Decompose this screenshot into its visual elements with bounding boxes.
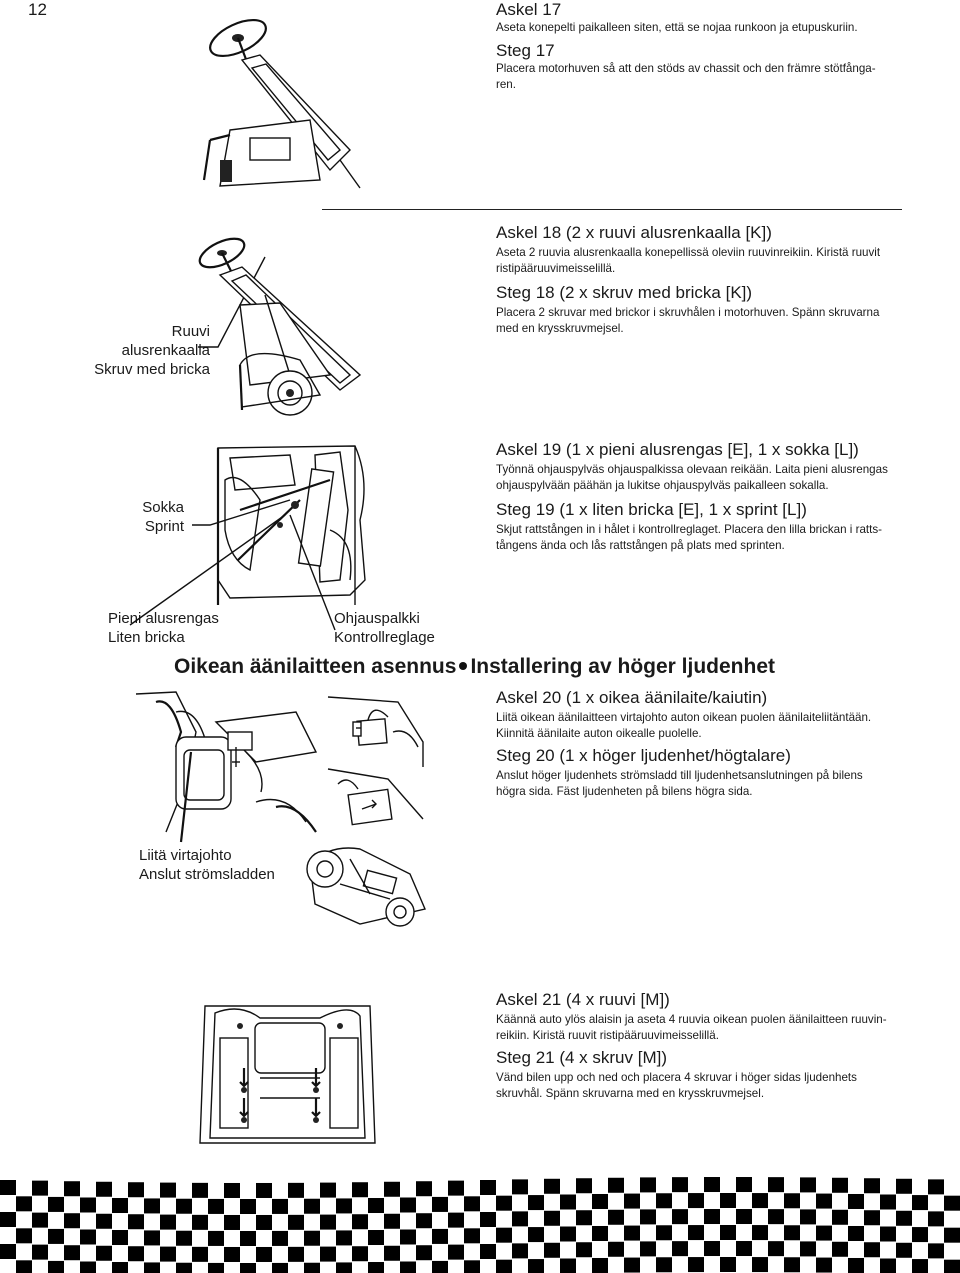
step19-text — [496, 440, 888, 554]
step20-detail-top — [328, 692, 428, 767]
checker-square — [608, 1210, 624, 1225]
checker-square — [816, 1194, 832, 1209]
checker-square — [320, 1215, 336, 1230]
checker-square — [16, 1228, 32, 1243]
checker-square — [112, 1230, 128, 1245]
checker-square — [944, 1228, 960, 1243]
checker-square — [176, 1231, 192, 1246]
step19-pin-callout — [60, 498, 184, 536]
checker-square — [640, 1177, 656, 1192]
step17-sv-text-2: ren. — [496, 78, 516, 91]
section-title-fi: Oikean äänilaitteen asennus — [174, 655, 457, 678]
checker-square — [480, 1180, 496, 1195]
checker-square — [912, 1195, 928, 1210]
checker-square — [544, 1179, 560, 1194]
step20-sv-text-2: högra sida. Fäst ljudenheten på bilens högra sida. — [496, 785, 753, 798]
checker-square — [144, 1262, 160, 1273]
checker-square — [368, 1230, 384, 1245]
checker-square — [48, 1229, 64, 1244]
checker-square — [480, 1212, 496, 1227]
checker-square — [272, 1263, 288, 1273]
checker-square — [624, 1194, 640, 1209]
step19-illustration — [190, 440, 380, 640]
checker-square — [128, 1182, 144, 1197]
checker-square — [560, 1227, 576, 1242]
checker-square — [224, 1183, 240, 1198]
step19-washer-callout-sv: Liten bricka — [108, 629, 185, 646]
checker-square — [592, 1258, 608, 1273]
checker-square — [688, 1225, 704, 1240]
checker-square — [224, 1215, 240, 1230]
checker-square — [464, 1260, 480, 1273]
checker-square — [192, 1215, 208, 1230]
checker-square — [304, 1199, 320, 1214]
page-number: 12 — [28, 0, 47, 19]
checker-square — [112, 1262, 128, 1273]
step17-sv-text-1: Placera motorhuven så att den stöds av chassit och den främre stötfånga- — [496, 62, 876, 75]
checker-square — [304, 1231, 320, 1246]
checker-square — [80, 1198, 96, 1213]
checker-square — [736, 1241, 752, 1256]
checker-square — [416, 1213, 432, 1228]
checker-square — [864, 1210, 880, 1225]
checker-square — [752, 1193, 768, 1208]
checker-square — [512, 1211, 528, 1226]
checker-square — [432, 1229, 448, 1244]
checkered-flag-border — [0, 1178, 960, 1273]
checker-square — [704, 1241, 720, 1256]
checker-square — [896, 1211, 912, 1226]
checker-square — [464, 1196, 480, 1211]
step21-text — [496, 990, 887, 1102]
checker-square — [576, 1178, 592, 1193]
checker-square — [784, 1257, 800, 1272]
checker-square — [944, 1196, 960, 1211]
checker-square — [32, 1245, 48, 1260]
checker-square — [736, 1177, 752, 1192]
checker-square — [240, 1231, 256, 1246]
checker-square — [640, 1209, 656, 1224]
checker-square — [432, 1197, 448, 1212]
checker-square — [720, 1257, 736, 1272]
checker-square — [400, 1198, 416, 1213]
checker-square — [720, 1225, 736, 1240]
checker-square — [528, 1195, 544, 1210]
checker-square — [224, 1247, 240, 1262]
checker-square — [656, 1257, 672, 1272]
step19-pin-callout-fi: Sokka — [142, 499, 184, 516]
checker-square — [576, 1210, 592, 1225]
checker-square — [624, 1226, 640, 1241]
checker-square — [880, 1195, 896, 1210]
checker-square — [352, 1182, 368, 1197]
checker-square — [672, 1209, 688, 1224]
checker-square — [768, 1241, 784, 1256]
step19-sv-text-2: tångens ända och lås rattstången på plats med sprinten. — [496, 539, 785, 552]
section-title-sv: Installering av höger ljudenhet — [470, 655, 776, 678]
step18-sv-text-1: Placera 2 skruvar med brickor i skruvhålen i motorhuven. Spänn skruvarna — [496, 306, 880, 319]
checker-square — [320, 1183, 336, 1198]
step21-sv-title: Steg 21 (4 x skruv [M]) — [496, 1048, 667, 1067]
checker-square — [32, 1181, 48, 1196]
checker-square — [464, 1228, 480, 1243]
checker-square — [720, 1193, 736, 1208]
checker-square — [96, 1214, 112, 1229]
checker-square — [288, 1247, 304, 1262]
checker-square — [448, 1245, 464, 1260]
checker-square — [160, 1183, 176, 1198]
checker-square — [560, 1195, 576, 1210]
step20-callout — [139, 846, 275, 884]
step19-sv-title: Steg 19 (1 x liten bricka [E], 1 x sprint [L]) — [496, 500, 807, 519]
checker-square — [864, 1178, 880, 1193]
checker-square — [336, 1262, 352, 1273]
checker-square — [352, 1246, 368, 1261]
step18-sv-text-2: med en krysskruvmejsel. — [496, 322, 624, 335]
checker-square — [608, 1242, 624, 1257]
checker-square — [256, 1183, 272, 1198]
step18-illustration — [180, 225, 380, 410]
checker-square — [848, 1258, 864, 1273]
checker-square — [928, 1243, 944, 1258]
checker-square — [160, 1247, 176, 1262]
checker-square — [208, 1199, 224, 1214]
checker-square — [448, 1181, 464, 1196]
checker-square — [272, 1199, 288, 1214]
checker-square — [496, 1228, 512, 1243]
checker-square — [192, 1183, 208, 1198]
checker-square — [560, 1259, 576, 1273]
checker-square — [912, 1227, 928, 1242]
step18-text — [496, 223, 880, 337]
checker-square — [736, 1209, 752, 1224]
checker-square — [336, 1230, 352, 1245]
checker-square — [832, 1178, 848, 1193]
checker-square — [448, 1213, 464, 1228]
step18-fi-text-1: Aseta 2 ruuvia alusrenkaalla konepellissä oleviin ruuvinreikiin. Kiristä ruuvit — [496, 246, 881, 259]
step19-fi-text-2: ohjauspylvään päähän ja lukitse ohjauspylväs paikalleen sokalla. — [496, 479, 829, 492]
checker-square — [144, 1230, 160, 1245]
checker-square — [320, 1247, 336, 1262]
bullet-separator — [459, 662, 467, 670]
step18-callout-fi: Ruuvi alusrenkaalla — [121, 323, 210, 359]
checker-square — [80, 1230, 96, 1245]
divider-step18 — [322, 209, 902, 210]
checker-square — [208, 1263, 224, 1273]
checker-square — [240, 1199, 256, 1214]
checker-square — [896, 1243, 912, 1258]
checker-square — [784, 1225, 800, 1240]
checker-square — [64, 1213, 80, 1228]
checker-square — [496, 1196, 512, 1211]
checker-square — [544, 1211, 560, 1226]
step20-callout-fi: Liitä virtajohto — [139, 847, 232, 864]
checker-square — [704, 1177, 720, 1192]
checker-square — [912, 1259, 928, 1273]
checker-square — [416, 1245, 432, 1260]
checker-square — [304, 1263, 320, 1273]
step20-sv-text-1: Anslut höger ljudenhets strömsladd till ljudenhetsanslutningen på bilens — [496, 769, 863, 782]
checker-square — [32, 1213, 48, 1228]
checker-square — [672, 1177, 688, 1192]
checker-square — [368, 1198, 384, 1213]
checker-square — [160, 1215, 176, 1230]
step19-control-callout-fi: Ohjauspalkki — [334, 610, 420, 627]
checker-square — [880, 1259, 896, 1273]
step17-fi-text: Aseta konepelti paikalleen siten, että se nojaa runkoon ja etupuskuriin. — [496, 21, 858, 34]
checker-square — [528, 1259, 544, 1273]
step18-callout-sv: Skruv med bricka — [94, 361, 210, 378]
step17-fi-title: Askel 17 — [496, 0, 562, 19]
checker-square — [496, 1260, 512, 1273]
checker-square — [192, 1247, 208, 1262]
checker-square — [384, 1182, 400, 1197]
checker-square — [112, 1198, 128, 1213]
checker-square — [256, 1215, 272, 1230]
checker-square — [624, 1258, 640, 1273]
checker-square — [816, 1258, 832, 1273]
checker-square — [288, 1183, 304, 1198]
checker-square — [688, 1193, 704, 1208]
step20-car-illustration — [300, 834, 440, 934]
checker-square — [48, 1261, 64, 1273]
step21-sv-text-2: skruvhål. Spänn skruvarna med en krysskruvmejsel. — [496, 1087, 765, 1100]
step19-fi-text-1: Työnnä ohjauspylväs ohjauspalkissa olevaan reikään. Laita pieni alusrengas — [496, 463, 888, 476]
checker-square — [800, 1241, 816, 1256]
step21-sv-text-1: Vänd bilen upp och ned och placera 4 skruvar i höger sidas ljudenhets — [496, 1071, 857, 1084]
checker-square — [848, 1194, 864, 1209]
step17-sv-title: Steg 17 — [496, 41, 555, 60]
step20-fi-title: Askel 20 (1 x oikea äänilaite/kaiutin) — [496, 688, 768, 707]
checker-square — [656, 1193, 672, 1208]
checker-square — [896, 1179, 912, 1194]
checker-square — [928, 1211, 944, 1226]
checker-square — [528, 1227, 544, 1242]
checker-square — [880, 1227, 896, 1242]
checker-square — [176, 1199, 192, 1214]
checker-square — [352, 1214, 368, 1229]
checker-square — [64, 1181, 80, 1196]
step21-fi-title: Askel 21 (4 x ruuvi [M]) — [496, 990, 670, 1009]
checker-square — [64, 1245, 80, 1260]
checker-square — [48, 1197, 64, 1212]
checker-square — [672, 1241, 688, 1256]
step20-detail-bottom — [328, 764, 428, 834]
checker-square — [80, 1262, 96, 1273]
checker-square — [832, 1210, 848, 1225]
step20-text — [496, 688, 871, 800]
checker-square — [752, 1225, 768, 1240]
checker-square — [944, 1260, 960, 1273]
step19-sv-text-1: Skjut rattstången in i hålet i kontrollreglaget. Placera den lilla brickan i ratts- — [496, 523, 883, 536]
checker-square — [240, 1263, 256, 1273]
checker-square — [864, 1242, 880, 1257]
checker-square — [368, 1262, 384, 1273]
checker-square — [416, 1181, 432, 1196]
checker-square — [96, 1246, 112, 1261]
checker-square — [784, 1193, 800, 1208]
checker-square — [592, 1194, 608, 1209]
checker-square — [640, 1241, 656, 1256]
checker-square — [848, 1226, 864, 1241]
step20-fi-text-2: Kiinnitä äänilaite auton oikealle puolelle. — [496, 727, 702, 740]
checker-square — [336, 1198, 352, 1213]
step21-illustration — [200, 998, 380, 1148]
checker-square — [0, 1244, 16, 1259]
checker-square — [512, 1179, 528, 1194]
checker-square — [256, 1247, 272, 1262]
checker-square — [0, 1212, 16, 1227]
step17-illustration — [190, 10, 370, 190]
checker-square — [400, 1230, 416, 1245]
step20-sv-title: Steg 20 (1 x höger ljudenhet/högtalare) — [496, 746, 791, 765]
step19-washer-callout-fi: Pieni alusrengas — [108, 610, 219, 627]
checker-square — [592, 1226, 608, 1241]
step18-sv-title: Steg 18 (2 x skruv med bricka [K]) — [496, 283, 753, 302]
checker-square — [928, 1179, 944, 1194]
checker-square — [544, 1243, 560, 1258]
checker-square — [144, 1198, 160, 1213]
step18-fi-text-2: ristipääruuvimeisselillä. — [496, 262, 616, 275]
checker-square — [384, 1214, 400, 1229]
checker-square — [768, 1209, 784, 1224]
checker-square — [752, 1257, 768, 1272]
checker-square — [608, 1178, 624, 1193]
checker-square — [688, 1257, 704, 1272]
checker-square — [576, 1242, 592, 1257]
checker-square — [816, 1226, 832, 1241]
checker-square — [768, 1177, 784, 1192]
step21-fi-text-2: reikiin. Kiristä ruuvit ristipääruuvimeisselillä. — [496, 1029, 719, 1042]
step20-callout-sv: Anslut strömsladden — [139, 866, 275, 883]
checker-square — [128, 1246, 144, 1261]
checker-square — [0, 1180, 16, 1195]
checker-square — [800, 1177, 816, 1192]
step20-fi-text-1: Liitä oikean äänilaitteen virtajohto auton oikean puolen äänilaiteliitäntään. — [496, 711, 872, 724]
checker-square — [16, 1260, 32, 1273]
checker-square — [512, 1243, 528, 1258]
checker-square — [800, 1209, 816, 1224]
step17-text — [496, 0, 876, 93]
section-title — [174, 654, 775, 680]
checker-square — [704, 1209, 720, 1224]
checker-square — [400, 1262, 416, 1273]
checker-square — [384, 1246, 400, 1261]
checker-square — [16, 1196, 32, 1211]
checker-square — [656, 1225, 672, 1240]
checker-square — [176, 1263, 192, 1273]
step21-fi-text-1: Käännä auto ylös alaisin ja aseta 4 ruuvia oikean puolen äänilaitteen ruuvin- — [496, 1013, 887, 1026]
step19-fi-title: Askel 19 (1 x pieni alusrengas [E], 1 x sokka [L]) — [496, 440, 859, 459]
checker-square — [208, 1231, 224, 1246]
step19-control-callout-sv: Kontrollreglage — [334, 629, 435, 646]
step18-fi-title: Askel 18 (2 x ruuvi alusrenkaalla [K]) — [496, 223, 772, 242]
checker-square — [128, 1214, 144, 1229]
checker-square — [432, 1261, 448, 1273]
checker-square — [480, 1244, 496, 1259]
checker-square — [96, 1182, 112, 1197]
checker-square — [288, 1215, 304, 1230]
checker-square — [272, 1231, 288, 1246]
checker-square — [832, 1242, 848, 1257]
step20-main-illustration — [136, 692, 326, 842]
step19-pin-callout-sv: Sprint — [144, 518, 184, 535]
